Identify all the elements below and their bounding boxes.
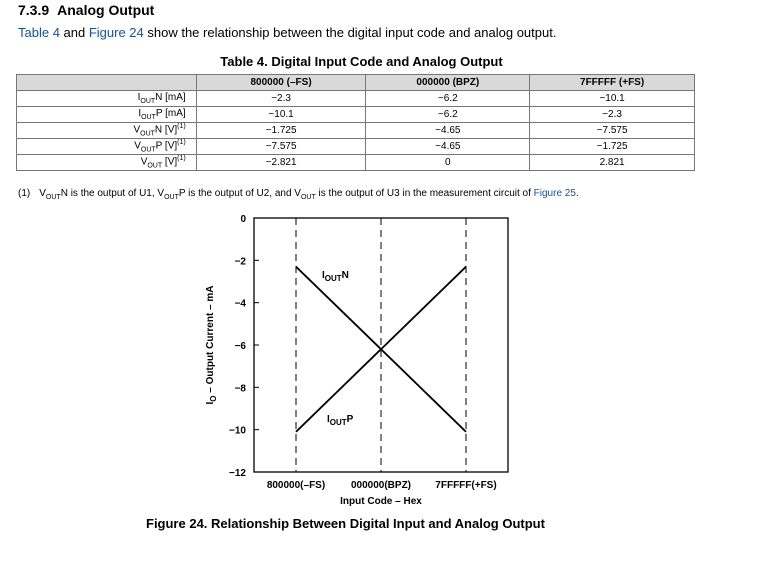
table-cell: −6.2	[366, 107, 530, 123]
x-tick-label: 800000(–FS)	[266, 480, 326, 491]
table-cell: −2.3	[196, 91, 366, 107]
series-label-ioutp: $I_{OUT}P$	[327, 414, 354, 427]
series-label-ioutn: $I_{OUT}N$	[322, 270, 349, 283]
table-cell: 0	[366, 155, 530, 171]
row-label: $I_{OUT}P$ [mA]	[17, 107, 197, 123]
header-cell-bpz: 000000 (BPZ)	[366, 75, 530, 91]
table-cell: −2.3	[530, 107, 695, 123]
table-cell: −2.821	[196, 155, 366, 171]
intro-and: and	[59, 25, 89, 40]
table-cell: −6.2	[366, 91, 530, 107]
header-cell-neg-fs: 800000 (–FS)	[196, 75, 366, 91]
table-cell: −4.65	[366, 123, 530, 139]
x-tick-label: 000000(BPZ)	[350, 480, 412, 491]
y-tick-label: −2	[234, 256, 246, 268]
table-cell: −7.575	[196, 139, 366, 155]
y-tick-label: −10	[229, 425, 246, 437]
y-tick-label: −6	[234, 341, 246, 352]
table-cell: −10.1	[196, 107, 366, 123]
row-label: $V_{OUT}N$ $[V]^{(1)}$	[17, 123, 197, 139]
figure-25-link[interactable]: Figure 25	[533, 188, 576, 199]
table-title: Table 4. Digital Input Code and Analog Output	[220, 54, 503, 69]
y-tick-label: 0	[240, 214, 246, 225]
header-cell-pos-fs: 7FFFFF (+FS)	[530, 75, 695, 91]
x-axis-label: Input Code – Hex	[340, 496, 422, 507]
table-cell: −1.725	[530, 139, 695, 155]
footnote-mark: (1)	[18, 188, 31, 199]
y-tick-label: −8	[234, 383, 246, 395]
table-cell: −1.725	[196, 123, 366, 139]
table-cell: −7.575	[530, 123, 695, 139]
table-footnote: (1) $V_{OUT}N$ is the output of U1, $V_{OUT}P$ is the output of U2, and $V_{OUT}$ is the output of U3 in the measurement circuit of Figure 25.	[18, 188, 579, 201]
figure-caption: Figure 24. Relationship Between Digital Input and Analog Output	[146, 516, 545, 531]
row-label: $V_{OUT}$ $[V]^{(1)}$	[17, 155, 197, 171]
section-title: Analog Output	[57, 2, 155, 18]
y-tick-label: −4	[234, 298, 246, 310]
table-4-link[interactable]: Table 4	[18, 25, 60, 40]
table-cell: 2.821	[530, 155, 695, 171]
x-tick-label: 7FFFFF(+FS)	[435, 480, 497, 491]
row-label: $I_{OUT}N$ [mA]	[17, 91, 197, 107]
y-axis-label: $I_O$ – Output Current – mA	[205, 285, 218, 405]
figure-24-link[interactable]: Figure 24	[88, 25, 144, 40]
y-tick-label: −12	[229, 468, 246, 479]
intro-rest: show the relationship between the digital input code and analog output.	[143, 25, 557, 40]
table-cell: −4.65	[366, 139, 530, 155]
table-cell: −10.1	[530, 91, 695, 107]
row-label: $V_{OUT}P$ $[V]^{(1)}$	[17, 139, 197, 155]
section-number: 7.3.9	[18, 2, 50, 18]
